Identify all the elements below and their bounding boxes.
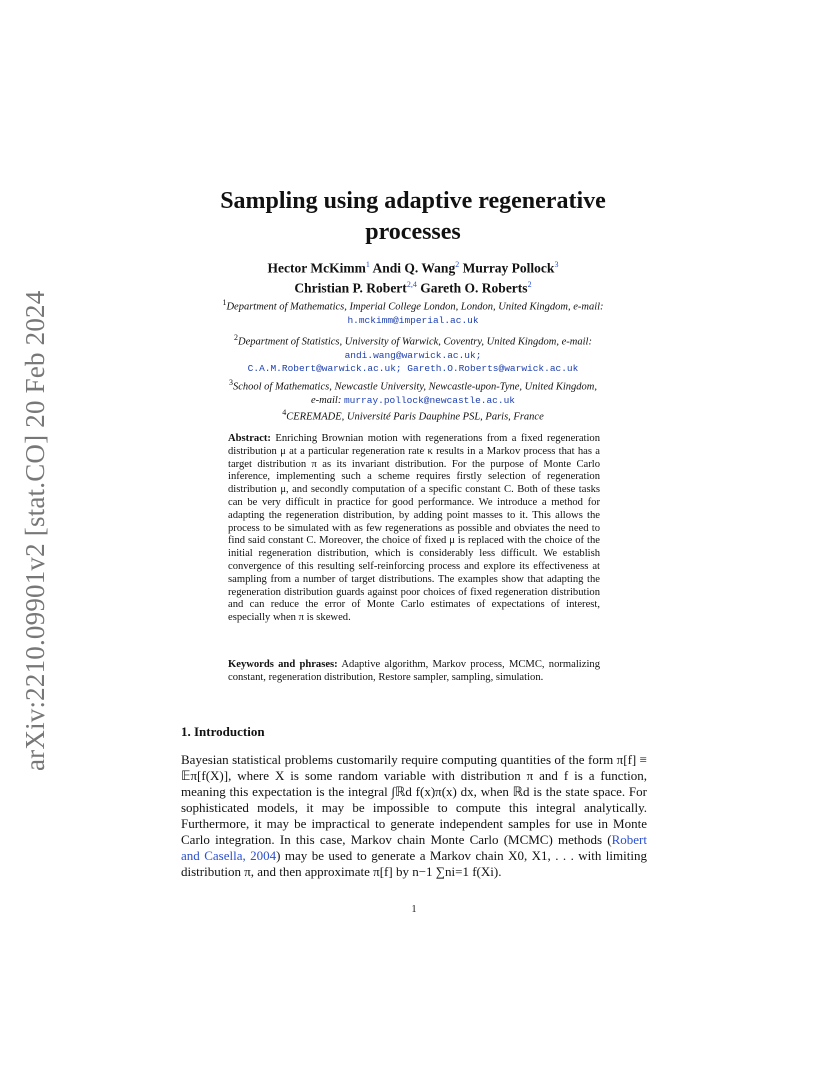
email-link[interactable]: C.A.M.Robert@warwick.ac.uk; Gareth.O.Roberts@warwick.ac.uk bbox=[247, 362, 579, 374]
affiliation-number: 4 bbox=[282, 408, 287, 417]
affiliation-number: 1 bbox=[222, 298, 227, 307]
abstract bbox=[228, 433, 600, 625]
author-name: Murray Pollock bbox=[462, 260, 555, 276]
email-link[interactable]: murray.pollock@newcastle.ac.uk bbox=[343, 394, 515, 406]
affiliation-2 bbox=[170, 331, 656, 375]
affiliation-text: Department of Statistics, University of Warwick, Coventry, United Kingdom, e-mail: bbox=[238, 336, 592, 348]
abstract-text: Enriching Brownian motion with regenerations from a fixed regeneration distribution μ at a particular regeneration rate κ results in a Markov process that has a target distribution π as its invariant distribution. For the purpose of Monte Carlo inference, implementing such a scheme requires firstly selection of regeneration distribution μ, and secondly computation of a specific constant C. Both of these tasks can be very difficult in practice for good performance. We introduce a method for adapting the regeneration distribution, by adding point masses to it. This allows the process to be simulated with as few regenerations as possible and obviates the need to find said constant C. Moreover, the choice of fixed μ is replaced with the choice of the initial regeneration distribution, which is considerably less difficult. We establish convergence of this resulting self-reinforcing process and explore its effectiveness at sampling from a number of target distributions. The examples show that adapting the regeneration distribution guards against poor choices of fixed regeneration distribution and can reduce the error of Monte Carlo estimates of expectations of interest, especially when π is skewed. bbox=[228, 433, 600, 624]
affiliation-text: Department of Mathematics, Imperial College London, London, United Kingdom, e-mail: bbox=[226, 301, 604, 313]
affiliation-number: 3 bbox=[228, 378, 233, 387]
affiliation-4 bbox=[170, 406, 656, 424]
author-affiliation-mark[interactable]: 2 bbox=[527, 279, 532, 289]
email-prefix: e-mail: bbox=[311, 394, 342, 406]
author-affiliation-mark[interactable]: 1 bbox=[365, 260, 370, 269]
intro-paragraph bbox=[181, 752, 647, 880]
keywords-text: Adaptive algorithm, Markov process, MCMC, normalizing constant, regeneration distribution, Restore sampler, sampling, simulation. bbox=[228, 659, 600, 683]
keywords-label: Keywords and phrases: bbox=[228, 659, 338, 670]
page-number: 1 bbox=[411, 904, 417, 915]
email-link[interactable]: andi.wang@warwick.ac.uk; bbox=[344, 349, 482, 361]
author-affiliation-mark[interactable]: 2,4 bbox=[406, 279, 417, 289]
affiliation-1 bbox=[170, 296, 656, 327]
paragraph-text: ) may be used to generate a Markov chain X0, X1, . . . with limiting distribution π, and then approximate π[f] by n−1 ∑ni=1 f(Xi). bbox=[181, 848, 647, 879]
email-link[interactable]: h.mckimm@imperial.ac.uk bbox=[347, 314, 479, 326]
affiliation-3 bbox=[170, 376, 656, 407]
affiliation-text: CEREMADE, Université Paris Dauphine PSL, Paris, France bbox=[286, 411, 544, 423]
paper-title: Sampling using adaptive regenerative processes bbox=[220, 188, 606, 245]
author-name: Gareth O. Roberts bbox=[420, 280, 528, 295]
author-name: Christian P. Robert bbox=[294, 280, 407, 295]
paragraph-text: Bayesian statistical problems customarily require computing quantities of the form π[f] ≡ 𝔼π[f(X)], where X is some random variable with distribution π and f is a function, meaning this expectation is the integral ∫ℝd f(x)π(x) dx, when ℝd is the state space. For sophisticated models, it may be impossible to compute this integral analytically. Furthermore, it may be impractical to generate independent samples for use in Monte Carlo integration. In this case, Markov chain Monte Carlo (MCMC) methods ( bbox=[181, 752, 647, 847]
author-list bbox=[180, 257, 646, 296]
affiliation-number: 2 bbox=[234, 333, 239, 342]
section-heading: 1. Introduction bbox=[181, 724, 265, 739]
author-name: Andi Q. Wang bbox=[372, 260, 456, 276]
affiliation-text: School of Mathematics, Newcastle University, Newcastle-upon-Tyne, United Kingdom, bbox=[232, 381, 598, 393]
abstract-label: Abstract: bbox=[228, 433, 271, 444]
keywords bbox=[228, 659, 600, 685]
author-affiliation-mark[interactable]: 3 bbox=[554, 260, 559, 269]
author-name: Hector McKimm bbox=[267, 260, 366, 276]
arxiv-identifier: arXiv:2210.09901v2 [stat.CO] 20 Feb 2024 bbox=[20, 290, 50, 772]
author-affiliation-mark[interactable]: 2 bbox=[455, 260, 460, 269]
citation-link[interactable]: Robert and Casella, 2004 bbox=[181, 832, 647, 863]
